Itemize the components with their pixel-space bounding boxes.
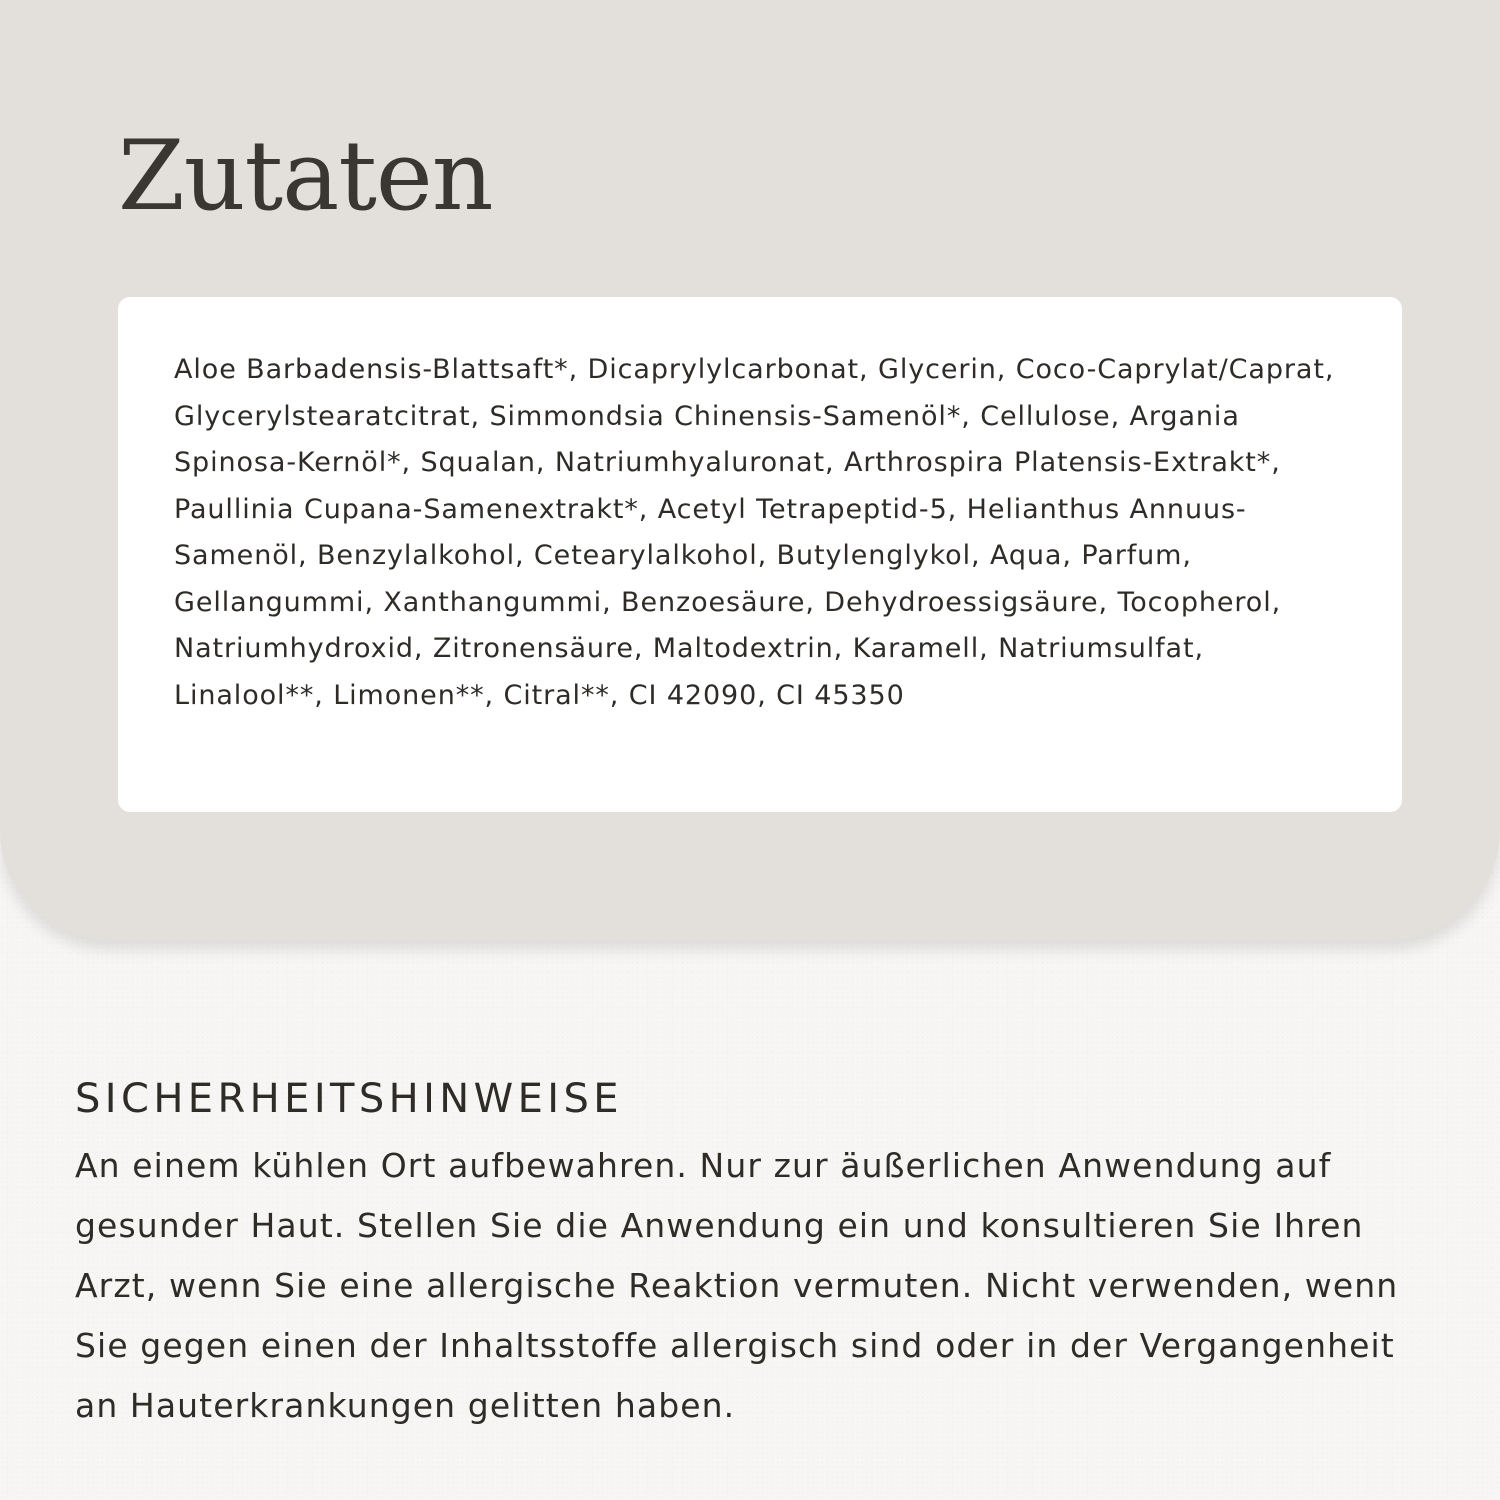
ingredients-heading: Zutaten	[118, 120, 493, 232]
safety-text: An einem kühlen Ort aufbewahren. Nur zur äußerlichen Anwendung auf gesunder Haut. Stellen Sie die Anwendung ein und konsultieren Sie Ihren Arzt, wenn Sie eine allergische Reaktion vermuten. Nicht verwenden, wenn Sie gegen einen der Inhaltsstoffe allergisch sind oder in der Vergangenheit an Hauterkrankungen gelitten haben.	[75, 1146, 1399, 1425]
safety-section	[75, 1072, 1425, 1436]
ingredients-list-text: Aloe Barbadensis-Blattsaft*, Dicaprylylcarbonat, Glycerin, Coco-Caprylat/Caprat, Glycerylstearatcitrat, Simmondsia Chinensis-Samenöl*, Cellulose, Argania Spinosa-Kernöl*, Squalan, Natriumhyaluronat, Arthrospira Platensis-Extrakt*, Paullinia Cupana-Samenextrakt*, Acetyl Tetrapeptid-5, Helianthus Annuus-Samenöl, Benzylalkohol, Cetearylalkohol, Butylenglykol, Aqua, Parfum, Gellangummi, Xanthangummi, Benzoesäure, Dehydroessigsäure, Tocopherol, Natriumhydroxid, Zitronensäure, Maltodextrin, Karamell, Natriumsulfat, Linalool**, Limonen**, Citral**, CI 42090, CI 45350	[174, 354, 1335, 711]
safety-heading: SICHERHEITSHINWEISE	[75, 1076, 623, 1122]
ingredients-card	[118, 297, 1402, 812]
